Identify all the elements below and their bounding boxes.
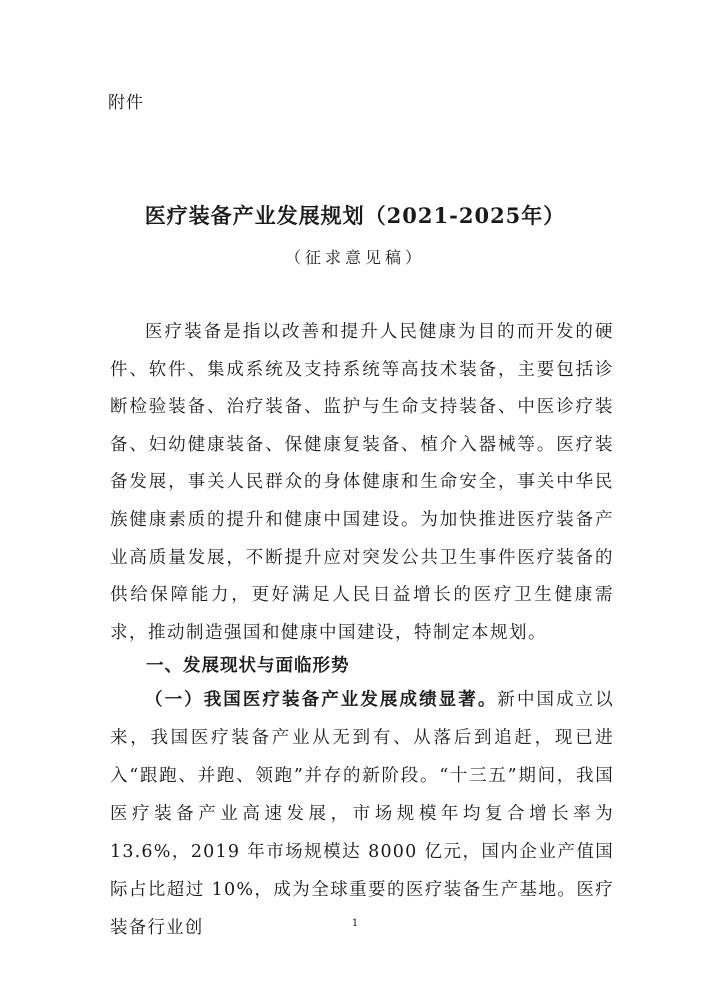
subsection-paragraph xyxy=(110,681,614,947)
document-title: 医疗装备产业发展规划（2021-2025年） xyxy=(144,203,566,228)
subsection-text: 新中国成立以来，我国医疗装备产业从无到有、从落后到追赶，现已进入“跟跑、并跑、领跑”并存的新阶段。“十三五”期间，我国医疗装备产业高速发展，市场规模年均复合增长率为 13.6%，2019 年市场规模达 8000 亿元，国内企业产值国际占比超过 10%，成为全球重要的医疗装备生产基地。医疗装备行业创 xyxy=(110,690,614,938)
page-number: 1 xyxy=(351,918,359,929)
subsection-body xyxy=(110,681,614,947)
subsection-lead: （一）我国医疗装备产业发展成绩显著。 xyxy=(145,690,498,710)
section-heading: 一、发展现状与面临形势 xyxy=(146,656,350,676)
document-subtitle: （征求意见稿） xyxy=(284,248,425,267)
intro-section xyxy=(110,314,614,652)
intro-paragraph: 医疗装备是指以改善和提升人民健康为目的而开发的硬件、软件、集成系统及支持系统等高技术装备，主要包括诊断检验装备、治疗装备、监护与生命支持装备、中医诊疗装备、妇幼健康装备、保健康复装备、植介入器械等。医疗装备发展，事关人民群众的身体健康和生命安全，事关中华民族健康素质的提升和健康中国建设。为加快推进医疗装备产业高质量发展，不断提升应对突发公共卫生事件医疗装备的供给保障能力，更好满足人民日益增长的医疗卫生健康需求，推动制造强国和健康中国建设，特制定本规划。 xyxy=(110,322,614,643)
attachment-label: 附件 xyxy=(108,93,144,113)
